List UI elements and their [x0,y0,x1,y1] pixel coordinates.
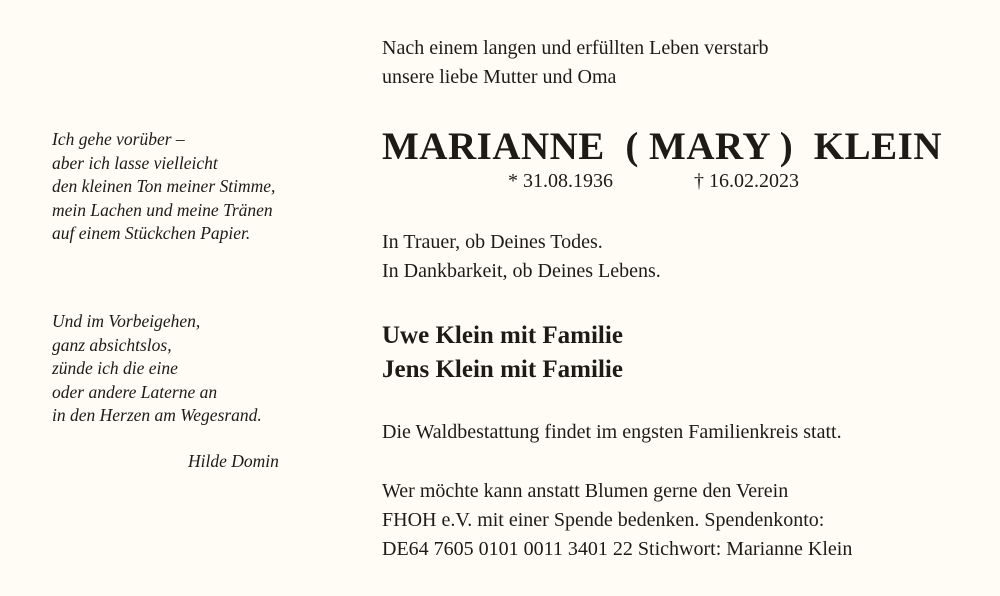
family-line: Jens Klein mit Familie [382,356,623,383]
death-date: † 16.02.2023 [694,170,799,192]
birth-date: * 31.08.1936 [508,170,613,192]
poem-line: in den Herzen am Wegesrand. [52,405,262,425]
poem-line: ganz absichtslos, [52,334,172,355]
family-signatures [382,319,623,387]
poem-line: Und im Vorbeigehen, [52,311,201,331]
poem-line: auf einem Stückchen Papier. [52,223,251,243]
funeral-note: Die Waldbestattung findet im engsten Familienkreis statt. [382,421,842,443]
donation-note [382,477,852,564]
poem-line: Ich gehe vorüber – [52,129,185,149]
intro-line: Nach einem langen und erfüllten Leben verstarb [382,37,769,59]
poem-line: mein Lachen und meine Tränen [52,199,273,220]
poem-stanza-1 [52,128,275,246]
intro-line: unsere liebe Mutter und Oma [382,66,617,88]
deceased-name: MARIANNE ( MARY ) KLEIN [382,125,942,168]
donation-line: FHOH e.V. mit einer Spende bedenken. Spendenkonto: [382,509,825,531]
poem-stanza-2 [52,310,262,428]
poem-author: Hilde Domin [188,451,279,471]
poem-line: oder andere Laterne an [52,381,218,402]
poem-line: zünde ich die eine [52,358,178,378]
poem-line: den kleinen Ton meiner Stimme, [52,176,276,196]
mourning-line: In Trauer, ob Deines Todes. [382,231,603,253]
family-line: Uwe Klein mit Familie [382,322,623,349]
intro-text [382,34,769,92]
mourning-text [382,228,661,286]
donation-line: Wer möchte kann anstatt Blumen gerne den Verein [382,480,789,502]
mourning-line: In Dankbarkeit, ob Deines Lebens. [382,260,661,282]
poem-line: aber ich lasse vielleicht [52,152,218,173]
donation-line: DE64 7605 0101 0011 3401 22 Stichwort: Marianne Klein [382,538,853,560]
